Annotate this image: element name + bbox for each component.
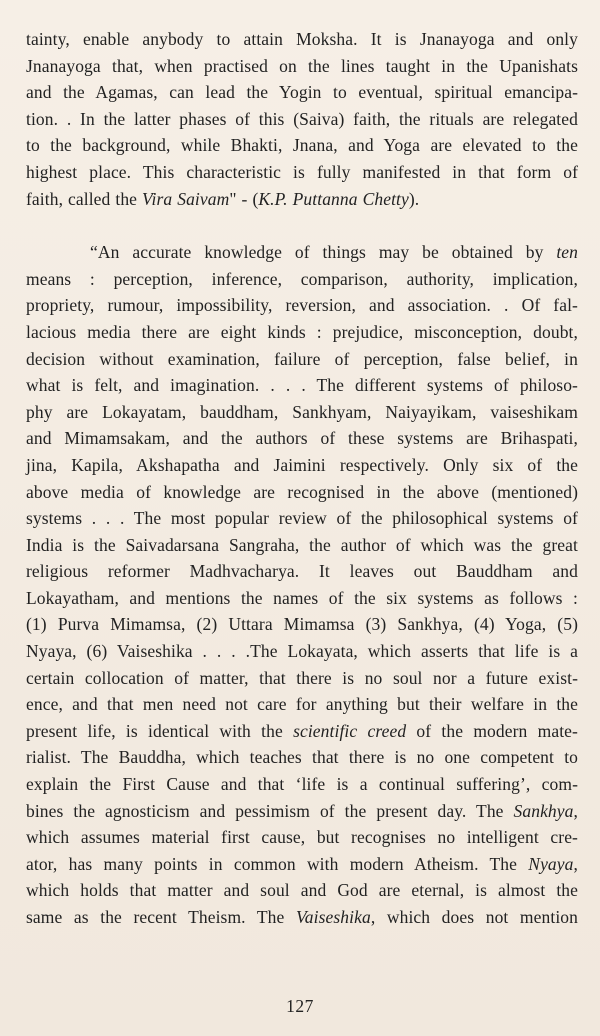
text-line: decision without examination, failure of perception, false belief, in	[26, 348, 578, 369]
text-line: religious reformer Madhvacharya. It leaves out Bauddham and	[26, 561, 578, 582]
text-line: highest place. This characteristic is fully manifested in that form of	[26, 161, 578, 182]
italic-text: Nyaya	[528, 853, 574, 874]
italic-text: Vira Saivam	[142, 188, 230, 209]
text-line: which assumes material first cause, but recognises no intelligent cre-	[26, 827, 578, 848]
text-line: “An accurate knowledge of things may be obtained by ten	[90, 242, 578, 263]
text-line: lacious media there are eight kinds : prejudice, misconception, doubt,	[26, 321, 578, 342]
text-line: means : perception, inference, comparison, authority, implication,	[26, 268, 578, 289]
text-line: phy are Lokayatam, bauddham, Sankhyam, Naiyayikam, vaiseshikam	[26, 401, 578, 422]
text-line: what is felt, and imagination. . . . The different systems of philoso-	[26, 375, 578, 396]
text-line: and the Agamas, can lead the Yogin to eventual, spiritual emancipa-	[26, 82, 578, 103]
text-line: bines the agnosticism and pessimism of the present day. The Sankhya,	[26, 800, 578, 821]
text-line: to the background, while Bhakti, Jnana, and Yoga are elevated to the	[26, 135, 578, 156]
text-line: present life, is identical with the scientific creed of the modern mate-	[26, 720, 578, 741]
page-number: 127	[286, 996, 314, 1016]
text-line: (1) Purva Mimamsa, (2) Uttara Mimamsa (3) Sankhya, (4) Yoga, (5)	[26, 614, 578, 635]
text-line: Jnanayoga that, when practised on the lines taught in the Upanishats	[26, 55, 578, 76]
text-line: jina, Kapila, Akshapatha and Jaimini respectively. Only six of the	[26, 454, 578, 475]
text-line: faith, called the Vira Saivam" - (K.P. Puttanna Chetty).	[26, 188, 420, 209]
text-line: above media of knowledge are recognised in the above (mentioned)	[26, 481, 578, 502]
text-line: ence, and that men need not care for anything but their welfare in the	[26, 694, 578, 715]
text-line: systems . . . The most popular review of the philosophical systems of	[26, 508, 578, 529]
italic-text: K.P. Puttanna Chetty	[258, 188, 409, 209]
italic-text: Sankhya	[513, 800, 574, 821]
text-line: Lokayatham, and mentions the names of the six systems as follows :	[26, 587, 578, 608]
text-line: explain the First Cause and that ‘life is a continual suffering’, com-	[26, 774, 578, 795]
text-line: certain collocation of matter, that there is no soul nor a future exist-	[26, 667, 578, 688]
text-line: rialist. The Bauddha, which teaches that there is no one competent to	[26, 747, 578, 768]
text-line: Nyaya, (6) Vaiseshika . . . .The Lokayata, which asserts that life is a	[26, 641, 578, 662]
text-line: ator, has many points in common with modern Atheism. The Nyaya,	[26, 853, 578, 874]
italic-text: scientific creed	[293, 720, 407, 741]
paragraph-1	[26, 26, 578, 212]
italic-text: ten	[556, 242, 578, 263]
text-line: which holds that matter and soul and God are eternal, is almost the	[26, 880, 578, 901]
text-line: India is the Saivadarsana Sangraha, the author of which was the great	[26, 534, 578, 555]
paragraph-2	[26, 239, 578, 930]
italic-text: Vaiseshika	[295, 907, 371, 927]
text-line: propriety, rumour, impossibility, reversion, and association. . Of fal-	[26, 295, 578, 316]
text-line: and Mimamsakam, and the authors of these systems are Brihaspati,	[26, 428, 578, 449]
text-line: tion. . In the latter phases of this (Saiva) faith, the rituals are relegated	[26, 108, 578, 129]
text-line: same as the recent Theism. The Vaiseshika, which does not mention	[26, 907, 578, 927]
text-line: tainty, enable anybody to attain Moksha. It is Jnanayoga and only	[26, 29, 578, 49]
